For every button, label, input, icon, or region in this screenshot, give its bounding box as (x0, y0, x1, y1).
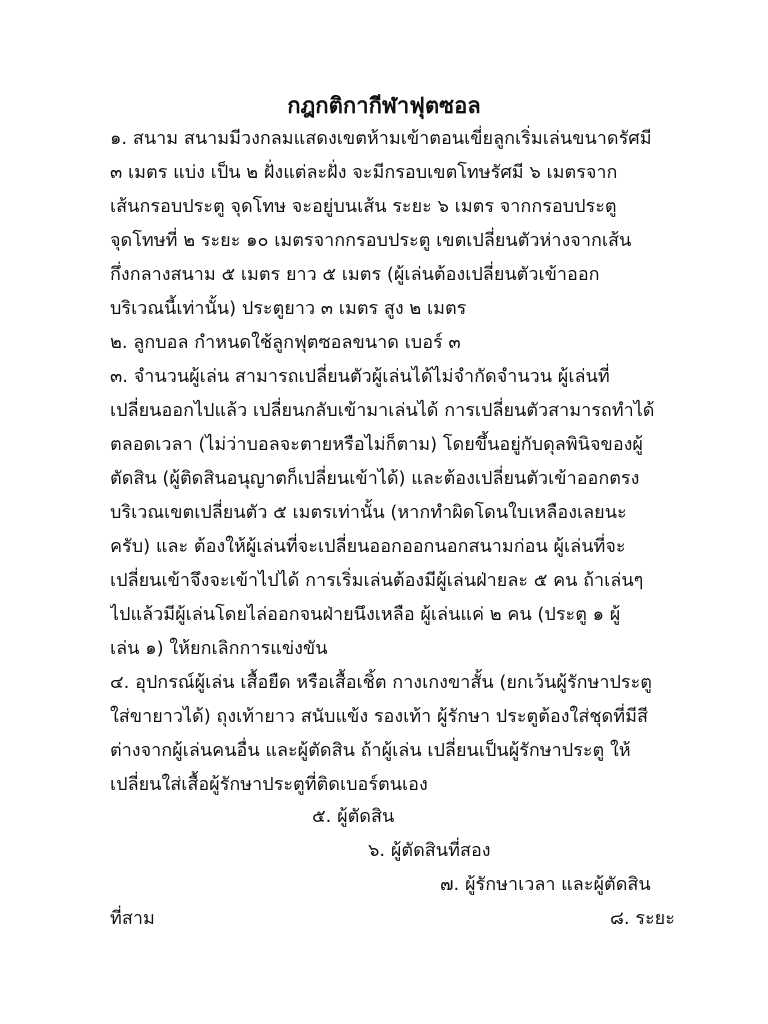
text-line-14: เปลี่ยนเข้าจึงจะเข้าไปได้ การเริ่มเล่นต้องมีผู้เล่นฝ่ายละ ๕ คน ถ้าเล่นๆ (110, 570, 644, 591)
official-item-5: ๕. ผู้ตัดสิน (312, 806, 395, 827)
text-line-4: จุดโทษที่ ๒ ระยะ ๑๐ เมตรจากกรอบประตู เขตเปลี่ยนตัวห่างจากเส้น (110, 230, 632, 251)
text-line-20: เปลี่ยนใส่เสื้อผู้รักษาประตูที่ติดเบอร์ตนเอง (110, 774, 428, 795)
text-line-19: ต่างจากผู้เล่นคนอื่น และผู้ตัดสิน ถ้าผู้เล่น เปลี่ยนเป็นผู้รักษาประตู ให้ (110, 740, 631, 761)
official-item-7-continued: ที่สาม (110, 908, 155, 929)
text-line-13: ครับ) และ ต้องให้ผู้เล่นที่จะเปลี่ยนออกออกนอกสนามก่อน ผู้เล่นที่จะ (110, 536, 626, 557)
text-line-12: บริเวณเขตเปลี่ยนตัว ๕ เมตรเท่านั้น (หากทำผิดโดนใบเหลืองเลยนะ (110, 502, 627, 523)
text-line-10: ตลอดเวลา (ไม่ว่าบอลจะตายหรือไม่ก็ตาม) โดยขึ้นอยู่กับดุลพินิจของผู้ (110, 434, 643, 455)
document-title: กฎกติกากีฬาฟุตซอล (287, 94, 481, 119)
text-line-17: ๔. อุปกรณ์ผู้เล่น เสื้อยืด หรือเสื้อเชิ้ต กางเกงขาสั้น (ยกเว้นผู้รักษาประตู (110, 672, 652, 693)
text-line-5: กึ่งกลางสนาม ๕ เมตร ยาว ๕ เมตร (ผู้เล่นต้องเปลี่ยนตัวเข้าออก (110, 264, 600, 285)
text-line-18: ใส่ขายาวได้) ถุงเท้ายาว สนับแข้ง รองเท้า ผู้รักษา ประตูต้องใส่ชุดที่มีสี (110, 706, 648, 727)
official-item-8: ๘. ระยะ (610, 908, 675, 929)
text-line-7: ๒. ลูกบอล กำหนดใช้ลูกฟุตซอลขนาด เบอร์ ๓ (110, 332, 461, 353)
text-line-2: ๓ เมตร แบ่ง เป็น ๒ ฝั่งแต่ละฝั่ง จะมีกรอบเขตโทษรัศมี ๖ เมตรจาก (110, 162, 618, 183)
text-line-8: ๓. จำนวนผู้เล่น สามารถเปลี่ยนตัวผู้เล่นได้ไม่จำกัดจำนวน ผู้เล่นที่ (110, 366, 610, 387)
text-line-3: เส้นกรอบประตู จุดโทษ จะอยู่บนเส้น ระยะ ๖ เมตร จากกรอบประตู (110, 196, 617, 217)
text-line-1: ๑. สนาม สนามมีวงกลมแสดงเขตห้ามเข้าตอนเขี่ยลูกเริ่มเล่นขนาดรัศมี (110, 128, 652, 149)
text-line-16: เล่น ๑) ให้ยกเลิกการแข่งขัน (110, 638, 328, 659)
official-item-6: ๖. ผู้ตัดสินที่สอง (368, 840, 491, 861)
text-line-9: เปลี่ยนออกไปแล้ว เปลี่ยนกลับเข้ามาเล่นได้ การเปลี่ยนตัวสามารถทำได้ (110, 400, 655, 421)
official-item-7: ๗. ผู้รักษาเวลา และผู้ตัดสิน (440, 874, 651, 895)
text-line-11: ตัดสิน (ผู้ติดสินอนุญาตก็เปลี่ยนเข้าได้) และต้องเปลี่ยนตัวเข้าออกตรง (110, 468, 640, 489)
text-line-15: ไปแล้วมีผู้เล่นโดยไล่ออกจนฝ่ายนึงเหลือ ผู้เล่นแค่ ๒ คน (ประตู ๑ ผู้ (110, 604, 621, 625)
text-line-6: บริเวณนี้เท่านั้น) ประตูยาว ๓ เมตร สูง ๒ เมตร (110, 298, 467, 319)
